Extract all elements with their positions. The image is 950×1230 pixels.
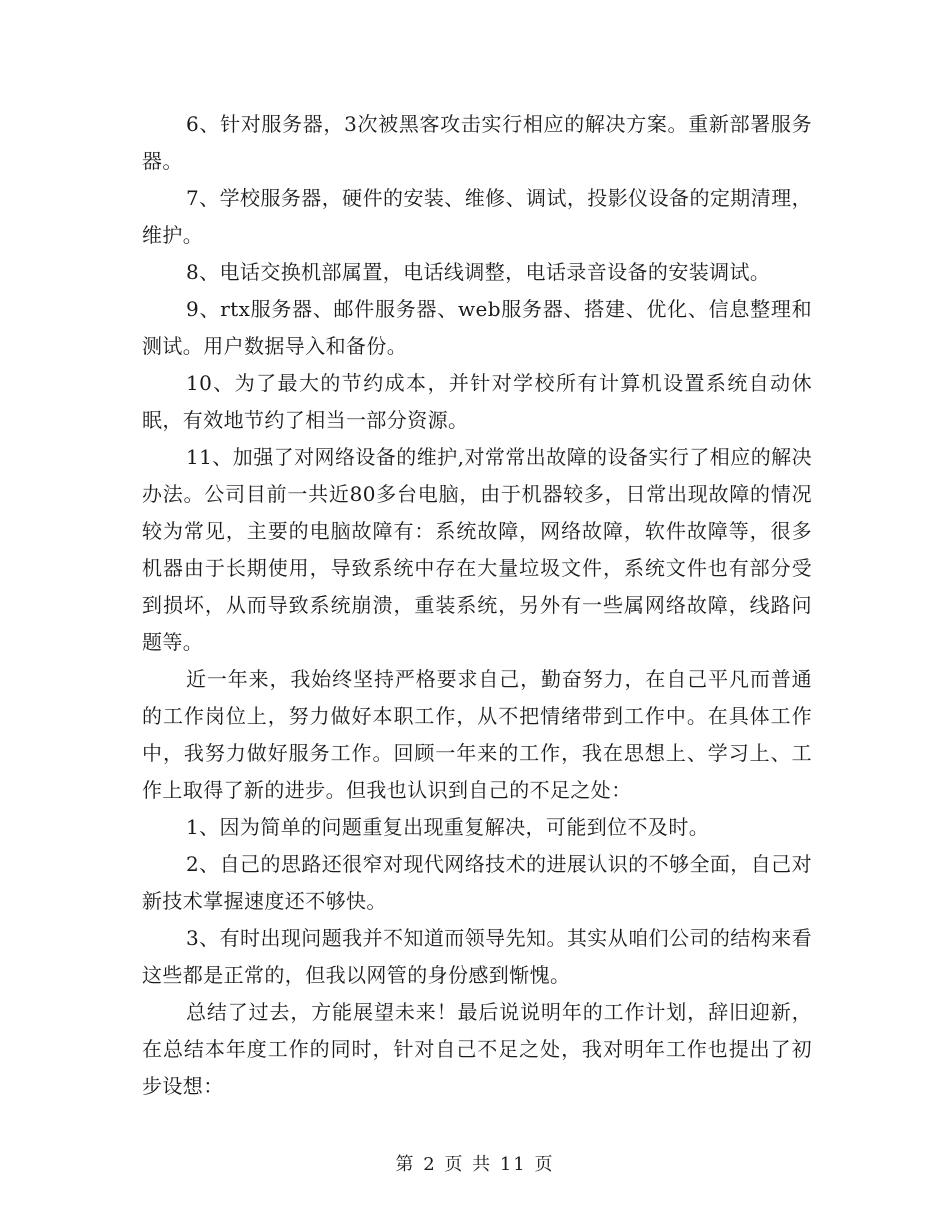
paragraph-item-10: 10、为了最大的节约成本，并针对学校所有计算机设置系统自动休眠，有效地节约了相当一部分资源。: [142, 371, 812, 432]
paragraph-item-9: 9、rtx服务器、邮件服务器、web服务器、搭建、优化、信息整理和测试。用户数据导入和备份。: [142, 297, 812, 358]
paragraph-item-6: 6、针对服务器，3次被黑客攻击实行相应的解决方案。重新部署服务器。: [142, 112, 812, 173]
paragraph-shortcoming-1: 1、因为简单的问题重复出现重复解决，可能到位不及时。: [186, 815, 710, 839]
paragraph-shortcoming-3: 3、有时出现问题我并不知道而领导先知。其实从咱们公司的结构来看这些都是正常的，但我以网管的身份感到惭愧。: [142, 926, 812, 987]
paragraph-outlook: 总结了过去，方能展望未来！最后说说明年的工作计划，辞旧迎新，在总结本年度工作的同时，针对自己不足之处，我对明年工作也提出了初步设想：: [142, 1000, 812, 1098]
page-number-footer: 第 2 页 共 11 页: [395, 1154, 555, 1175]
paragraph-item-7: 7、学校服务器，硬件的安装、维修、调试，投影仪设备的定期清理，维护。: [142, 186, 812, 247]
document-body: [142, 106, 812, 1105]
paragraph-item-11: 11、加强了对网络设备的维护,对常常出故障的设备实行了相应的解决办法。公司目前一共近80多台电脑，由于机器较多，日常出现故障的情况较为常见，主要的电脑故障有：系统故障，网络故障，软件故障等，很多机器由于长期使用，导致系统中存在大量垃圾文件，系统文件也有部分受到损坏，从而导致系统崩溃，重装系统，另外有一些属网络故障，线路问题等。: [142, 445, 812, 654]
paragraph-shortcoming-2: 2、自己的思路还很窄对现代网络技术的进展认识的不够全面，自己对新技术掌握速度还不够快。: [142, 852, 812, 913]
paragraph-year-review: 近一年来，我始终坚持严格要求自己，勤奋努力，在自己平凡而普通的工作岗位上，努力做好本职工作，从不把情绪带到工作中。在具体工作中，我努力做好服务工作。回顾一年来的工作，我在思想上、学习上、工作上取得了新的进步。但我也认识到自己的不足之处：: [142, 667, 812, 802]
paragraph-item-8: 8、电话交换机部属置，电话线调整，电话录音设备的安装调试。: [186, 260, 771, 284]
